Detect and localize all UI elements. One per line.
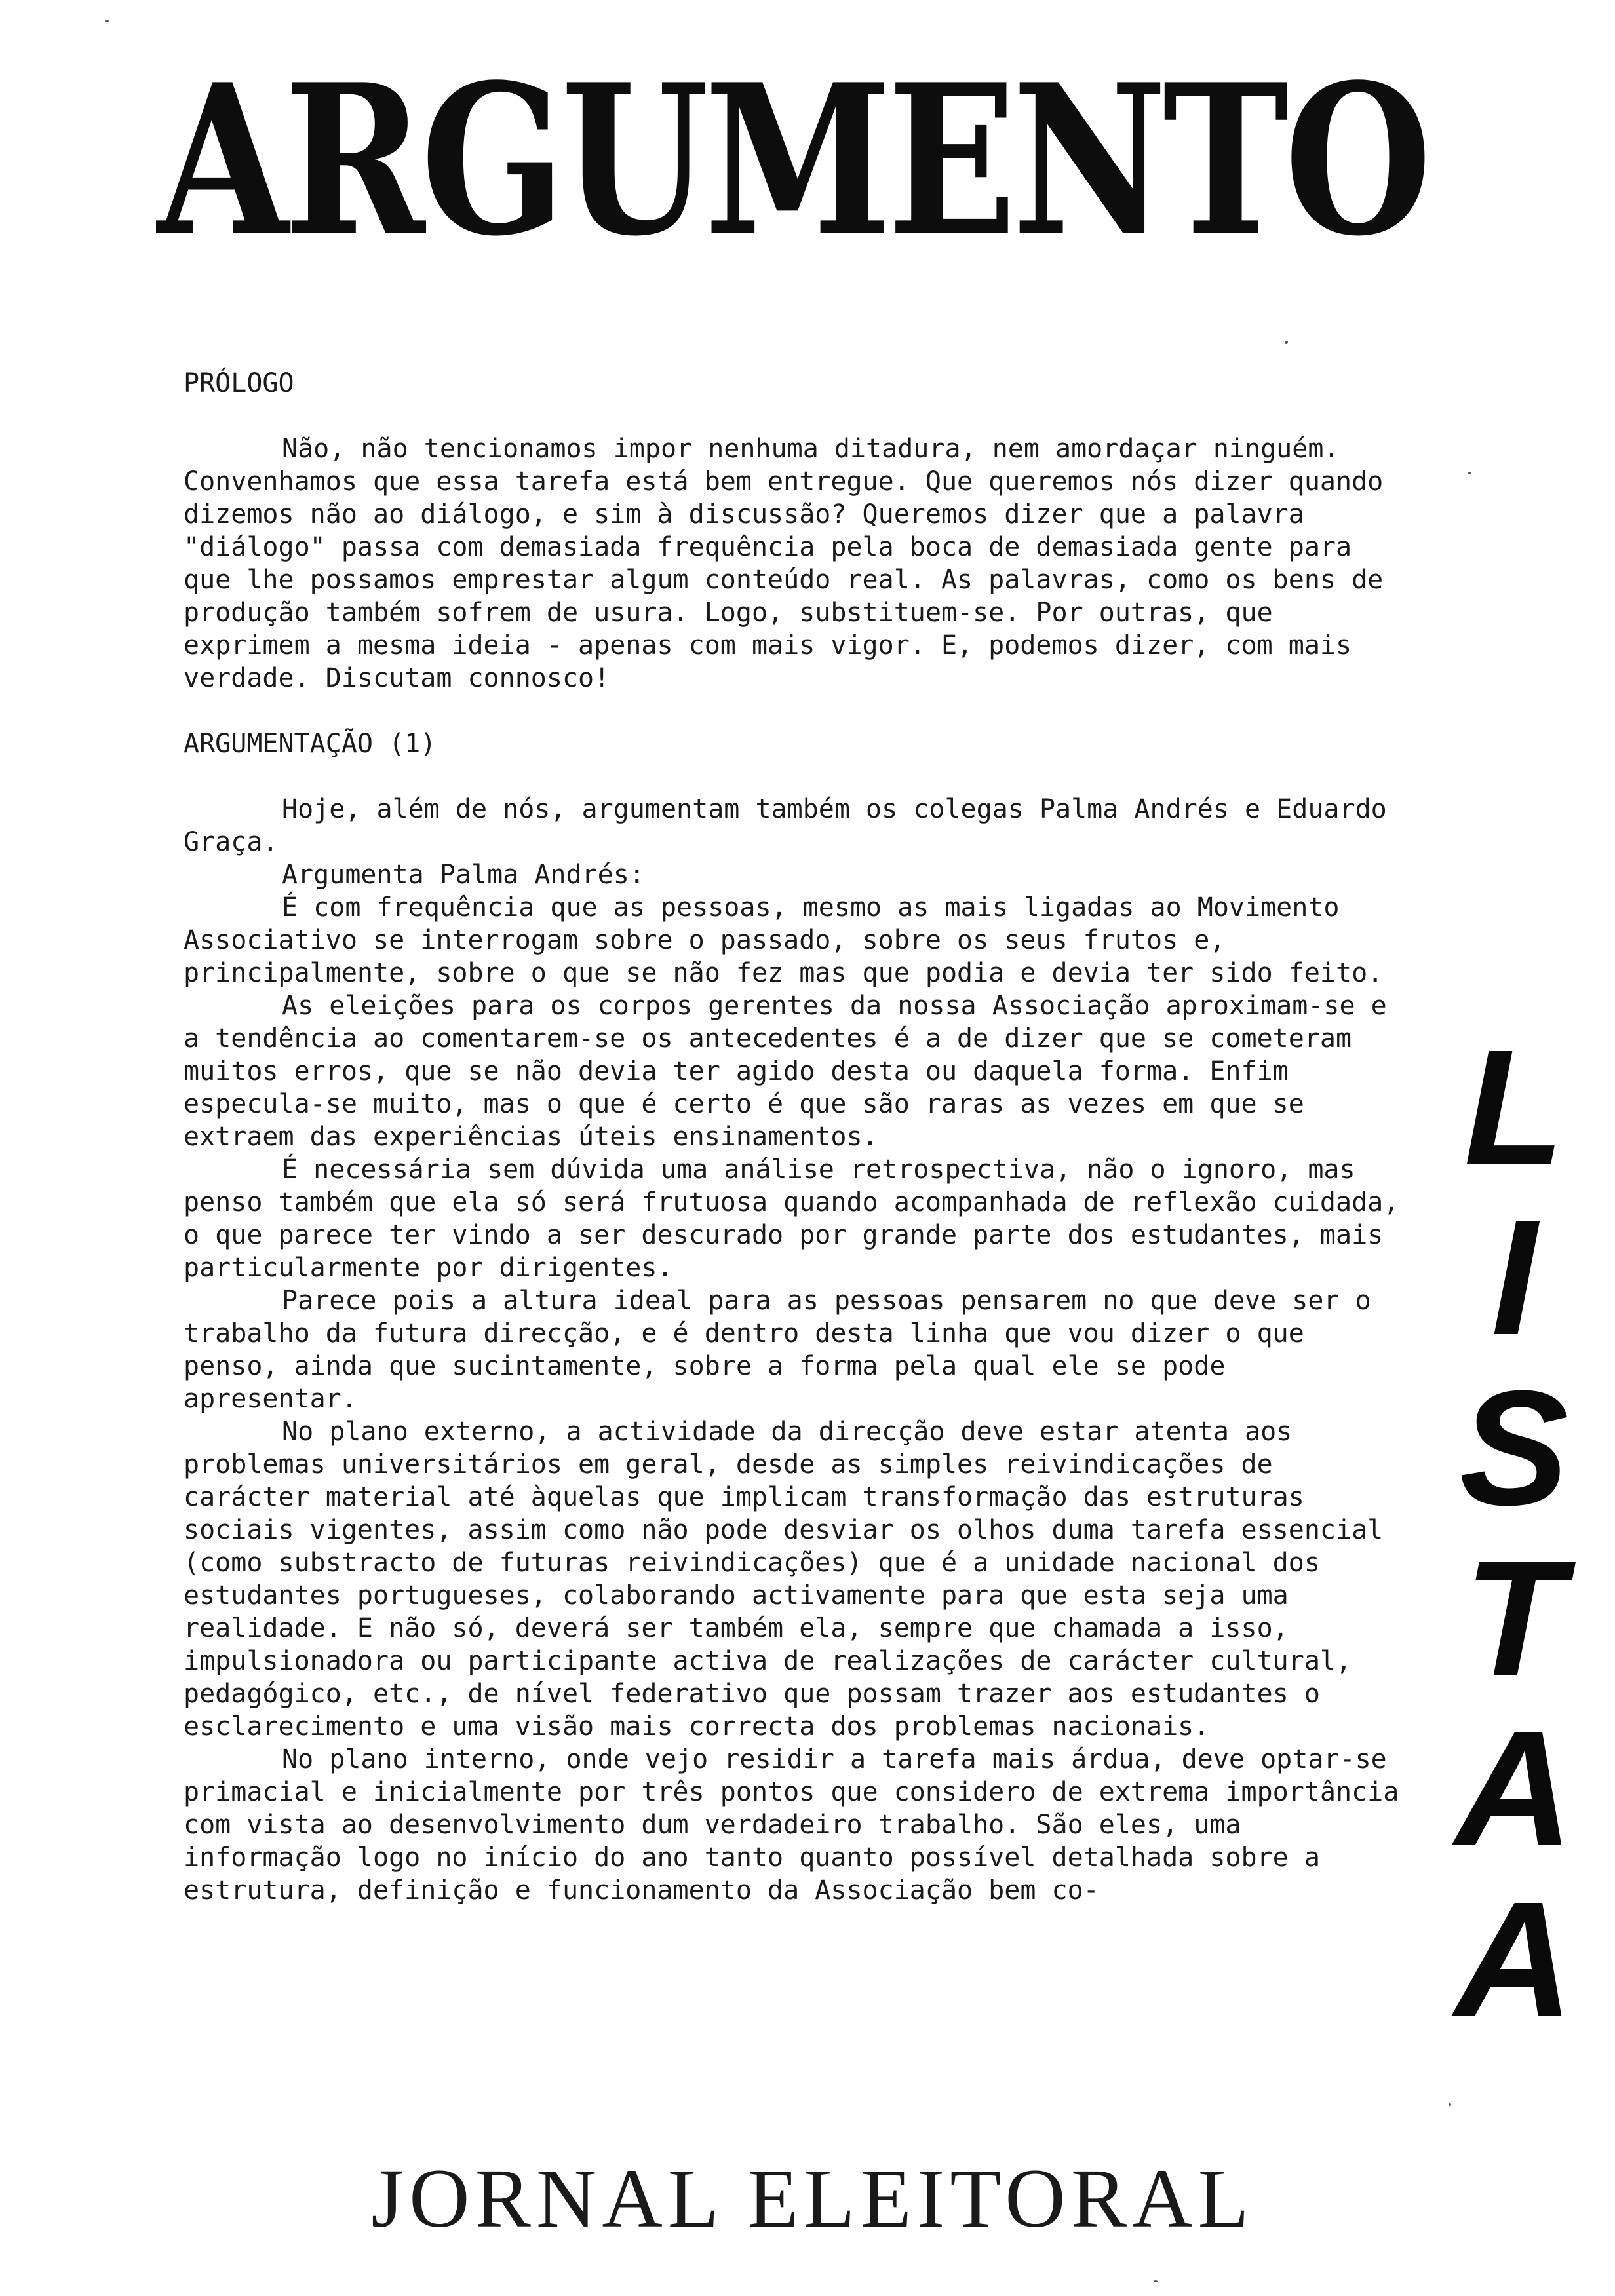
sidebar-letter: S: [1459, 1356, 1569, 1539]
section-heading-argumentacao: ARGUMENTAÇÃO (1): [184, 729, 437, 759]
article-paragraph: É necessária sem dúvida uma análise retrospectiva, não o ignoro, mas penso também que ela só será frutuosa quando acompanhada de reflexão cuidada, o que parece ter vindo a ser descurado por grande parte dos estudantes, mais particularmente por dirigentes.: [184, 1155, 1399, 1283]
article-paragraph: É com frequência que as pessoas, mesmo as mais ligadas ao Movimento Associativo se interrogam sobre o passado, sobre os seus frutos e, principalmente, sobre o que se não fez mas que podia e devia ter sido feito.: [184, 892, 1384, 988]
spacer: [184, 760, 1403, 793]
spacer: [184, 400, 1403, 432]
sidebar-letter: A: [1454, 1697, 1574, 1880]
print-speck: [1154, 2280, 1158, 2282]
prologo-paragraph: Não, não tencionamos impor nenhuma ditadura, nem amordaçar ninguém. Convenhamos que essa tarefa está bem entregue. Que queremos nós dizer quando dizemos não ao diálogo, e sim à discussão? Queremos dizer que a palavra "diálogo" passa com demasiada frequência pela boca de demasiada gente para que lhe possamos emprestar algum conteúdo real. As palavras, como os bens de produção também sofrem de usura. Logo, substituem-se. Por outras, que exprimem a mesma ideia - apenas com mais vigor. E, podemos dizer, com mais verdade. Discutam connosco!: [184, 434, 1384, 693]
sidebar-lista: [1429, 1016, 1599, 2050]
article-paragraph: No plano externo, a actividade da direcção deve estar atenta aos problemas universitários em geral, desde as simples reivindicações de carácter material até àquelas que implicam transformação das estruturas sociais vigentes, assim como não pode desviar os olhos duma tarefa essencial (como substracto de futuras reivindicações) que é a unidade nacional dos estudantes portugueses, colaborando activamente para que esta seja uma realidade. E não só, deverá ser também ela, sempre que chamada a isso, impulsionadora ou participante activa de realizações de carácter cultural, pedagógico, etc., de nível federativo que possam trazer aos estudantes o esclarecimento e uma visão mais correcta dos problemas nacionais.: [184, 1417, 1384, 1742]
sidebar-letter: I: [1491, 1186, 1537, 1369]
print-speck: [105, 20, 109, 22]
article-paragraph: Hoje, além de nós, argumentam também os colegas Palma Andrés e Eduardo Graça.: [184, 794, 1387, 857]
masthead-title: ARGUMENTO: [157, 39, 1428, 282]
article-paragraph: No plano interno, onde vejo residir a tarefa mais árdua, deve optar-se primacial e inicialmente por três pontos que considero de extrema importância com vista ao desenvolvimento dum verdadeiro trabalho. São eles, uma informação logo no início do ano tanto quanto possível detalhada sobre a estrutura, definição e funcionamento da Associação bem co-: [184, 1744, 1399, 1905]
sidebar-letter: T: [1464, 1527, 1565, 1710]
section-heading-prologo: PRÓLOGO: [184, 368, 294, 398]
print-speck: [1449, 2103, 1451, 2106]
article-paragraph: As eleições para os corpos gerentes da nossa Associação aproximam-se e a tendência ao comentarem-se os antecedentes é a de dizer que se cometeram muitos erros, que se não devia ter agido desta ou daquela forma. Enfim especula-se muito, mas o que é certo é que são raras as vezes em que se extraem das experiências úteis ensinamentos.: [184, 991, 1387, 1152]
print-speck: [1285, 341, 1288, 344]
sidebar-letter: A: [1454, 1867, 1574, 2050]
footer-title: JORNAL ELEITORAL: [371, 2152, 1255, 2245]
print-speck: [1468, 472, 1471, 474]
sidebar-letter: L: [1464, 1016, 1565, 1198]
article-paragraph: Argumenta Palma Andrés:: [282, 860, 645, 890]
spacer: [184, 695, 1403, 727]
article-paragraph: Parece pois a altura ideal para as pessoas pensarem no que deve ser o trabalho da futura direcção, e é dentro desta linha que vou dizer o que penso, ainda que sucintamente, sobre a forma pela qual ele se pode apresentar.: [184, 1286, 1371, 1414]
article-body: [184, 367, 1403, 1907]
